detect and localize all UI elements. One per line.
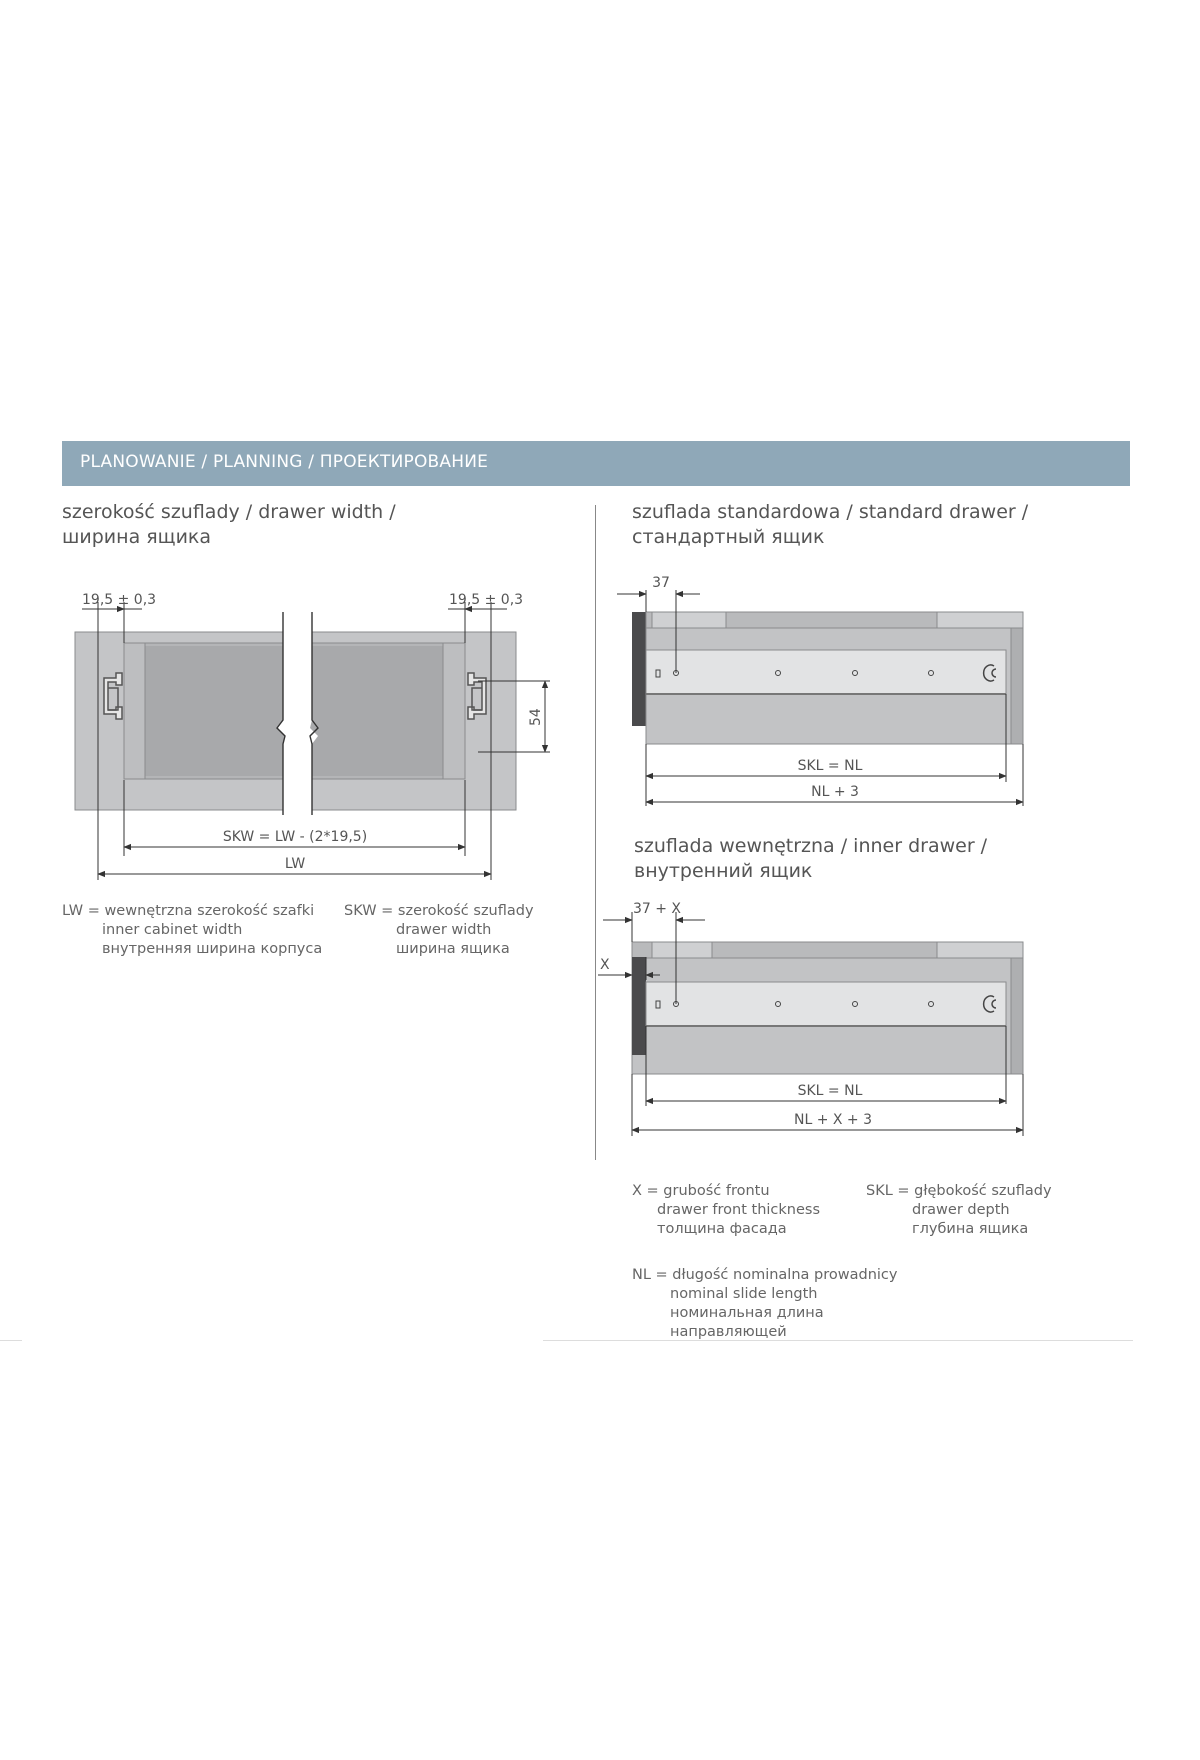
legend-skl	[866, 1182, 1052, 1239]
lw-label: LW	[284, 856, 306, 872]
legend-lw-line3: внутренняя ширина корпуса	[102, 941, 323, 957]
inner-drawer-title-line2: внутренний ящик	[634, 860, 813, 882]
inner-slide	[646, 982, 1006, 1026]
standard-drawer-title-line1: szuflada standardowa / standard drawer /	[632, 501, 1029, 523]
inner-drawer-front	[632, 957, 646, 1055]
legend-skl-line1: SKL = głębokość szuflady	[866, 1183, 1052, 1199]
footer-rule-right	[543, 1340, 1133, 1341]
legend-skl-line2: drawer depth	[912, 1202, 1010, 1218]
inner-skl-label: SKL = NL	[797, 1083, 863, 1099]
standard-slide	[646, 650, 1006, 694]
dim-left-offset: 19,5 ± 0,3	[82, 592, 157, 608]
dim-right-offset: 19,5 ± 0,3	[449, 592, 524, 608]
standard-dim-offset: 37	[652, 575, 670, 591]
standard-skl-label: SKL = NL	[797, 758, 863, 774]
legend-x	[632, 1182, 820, 1239]
legend-lw-line1: LW = wewnętrzna szerokość szafki	[62, 903, 315, 919]
dim-height: 54	[528, 708, 544, 726]
section-header-title: PLANOWANIE / PLANNING / ПРОЕКТИРОВАНИЕ	[80, 452, 489, 472]
drawer-width-title-line2: ширина ящика	[62, 526, 212, 548]
legend-nl-line4: направляющей	[670, 1324, 787, 1340]
drawer-width-title-line1: szerokość szuflady / drawer width /	[62, 501, 396, 523]
standard-drawer-front	[632, 612, 646, 726]
legend-nl-line3: номинальная длина	[670, 1305, 824, 1321]
inner-total-label: NL + X + 3	[793, 1112, 873, 1128]
standard-drawer-title-line2: стандартный ящик	[632, 526, 825, 548]
inner-drawer-title-line1: szuflada wewnętrzna / inner drawer /	[634, 835, 988, 857]
legend-skl-line3: глубина ящика	[912, 1221, 1029, 1237]
legend-lw-line2: inner cabinet width	[102, 922, 243, 938]
legend-x-line1: X = grubość frontu	[632, 1183, 770, 1199]
legend-nl-line2: nominal slide length	[670, 1286, 818, 1302]
legend-lw	[62, 902, 322, 959]
skw-formula: SKW = LW - (2*19,5)	[222, 829, 368, 845]
legend-skw	[344, 902, 534, 959]
inner-drawer-diagram	[598, 901, 1023, 1136]
legend-x-line3: толщина фасада	[657, 1221, 787, 1237]
legend-skw-line3: ширина ящика	[396, 941, 510, 957]
footer-rule-left	[0, 1340, 22, 1341]
standard-drawer-diagram	[617, 575, 1023, 806]
drawer-width-diagram	[75, 592, 550, 880]
legend-skw-line1: SKW = szerokość szuflady	[344, 903, 534, 919]
inner-x-label: X	[600, 957, 610, 973]
standard-total-label: NL + 3	[811, 784, 859, 800]
legend-nl-line1: NL = długość nominalna prowadnicy	[632, 1267, 898, 1283]
legend-x-line2: drawer front thickness	[657, 1202, 820, 1218]
legend-skw-line2: drawer width	[396, 922, 492, 938]
inner-dim-offset: 37 + X	[632, 901, 682, 917]
legend-nl	[632, 1266, 897, 1342]
